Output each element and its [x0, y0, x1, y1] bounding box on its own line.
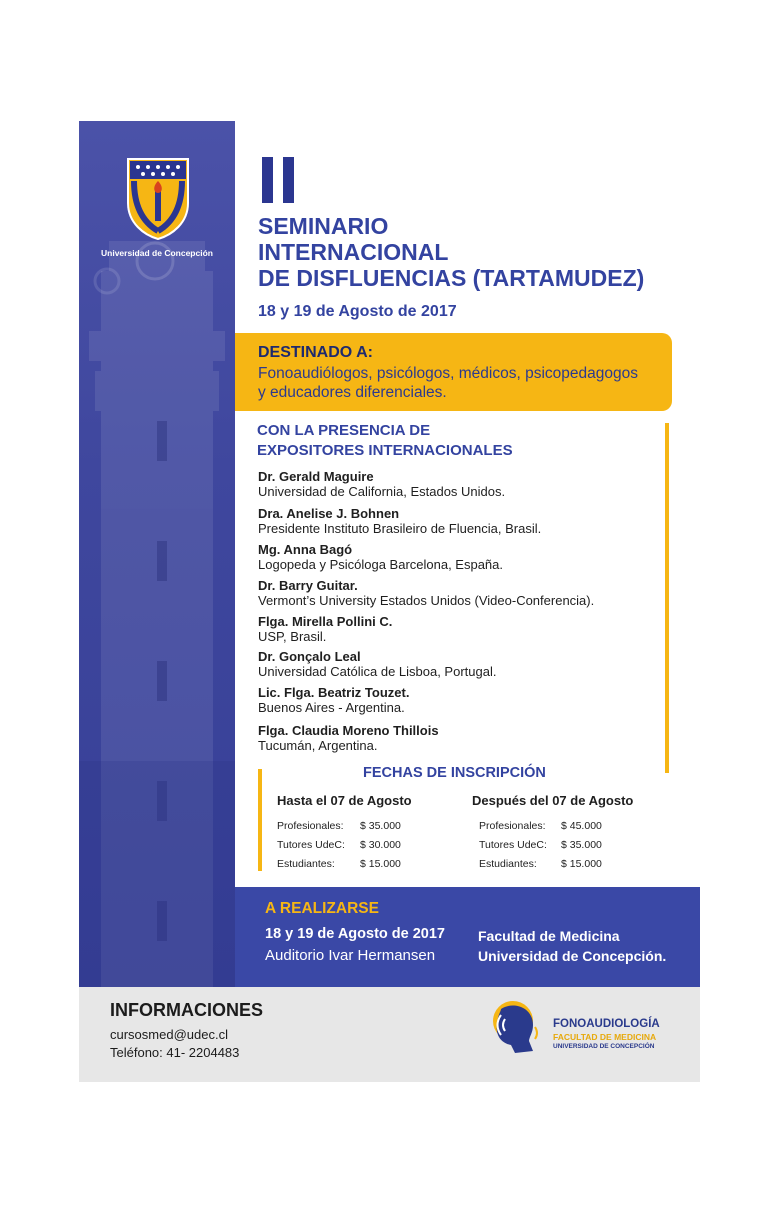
speaker-item	[258, 649, 658, 679]
speaker-item	[258, 723, 658, 753]
venue-band	[235, 887, 700, 987]
price-column-heading: Hasta el 07 de Agosto	[277, 793, 412, 808]
fono-logo-subtitle: FACULTAD DE MEDICINA	[553, 1032, 657, 1042]
speaker-affiliation: USP, Brasil.	[258, 629, 327, 644]
price-label: Profesionales:	[277, 820, 344, 832]
sidebar	[79, 121, 235, 987]
edition-numeral	[262, 157, 294, 203]
speaker-affiliation: Tucumán, Argentina.	[258, 738, 378, 753]
contact-heading: INFORMACIONES	[110, 1000, 263, 1020]
university-crest-icon	[124, 157, 192, 241]
speaker-affiliation: Vermont’s University Estados Unidos (Video-Conferencia).	[258, 593, 595, 608]
seminar-date: 18 y 19 de Agosto de 2017	[258, 303, 457, 320]
contact-phone: Teléfono: 41- 2204483	[110, 1045, 240, 1060]
university-name: Universidad de Concepción	[101, 248, 213, 258]
speaker-item	[258, 578, 658, 608]
price-value: $ 45.000	[561, 820, 602, 832]
speaker-item	[258, 506, 658, 536]
speaker-affiliation: Buenos Aires - Argentina.	[258, 700, 405, 715]
speaker-name: Dr. Gonçalo Leal	[258, 649, 361, 664]
speaker-name: Dr. Barry Guitar.	[258, 578, 358, 593]
speaker-item	[258, 542, 658, 572]
speaker-name: Dr. Gerald Maguire	[258, 469, 374, 484]
price-label: Estudiantes:	[479, 858, 537, 870]
price-label: Estudiantes:	[277, 858, 335, 870]
venue-faculty: Facultad de Medicina Universidad de Concepción.	[478, 928, 667, 964]
accent-bar	[258, 769, 262, 871]
fono-logo-university: UNIVERSIDAD DE CONCEPCIÓN	[553, 1043, 655, 1050]
audience-box	[235, 333, 672, 411]
speaker-name: Flga. Mirella Pollini C.	[258, 614, 393, 629]
speaker-affiliation: Universidad Católica de Lisboa, Portugal.	[258, 664, 497, 679]
audience-heading: DESTINADO A:	[258, 344, 373, 361]
speaker-item	[258, 685, 658, 715]
footer	[79, 987, 700, 1082]
speaker-affiliation: Logopeda y Psicóloga Barcelona, España.	[258, 557, 504, 572]
fono-logo-title: FONOAUDIOLOGÍA	[553, 1018, 660, 1030]
speaker-item	[258, 469, 658, 499]
price-value: $ 35.000	[561, 839, 602, 851]
speaker-name: Flga. Claudia Moreno Thillois	[258, 723, 439, 738]
seminar-title: SEMINARIO INTERNACIONAL DE DISFLUENCIAS (TARTAMUDEZ)	[258, 213, 645, 291]
price-column-heading: Después del 07 de Agosto	[472, 793, 634, 808]
price-value: $ 30.000	[360, 839, 401, 851]
speaker-item	[258, 614, 658, 644]
price-label: Tutores UdeC:	[277, 839, 345, 851]
speakers-heading: CON LA PRESENCIA DE EXPOSITORES INTERNACIONALES	[257, 422, 513, 459]
speaker-name: Mg. Anna Bagó	[258, 542, 353, 557]
fonoaudiologia-head-icon	[479, 997, 549, 1057]
speaker-name: Lic. Flga. Beatriz Touzet.	[258, 685, 410, 700]
audience-description: Fonoaudiólogos, psicólogos, médicos, psicopedagogos y educadores diferenciales.	[258, 365, 638, 401]
price-value: $ 15.000	[561, 858, 602, 870]
poster	[79, 121, 700, 1082]
price-value: $ 15.000	[360, 858, 401, 870]
registration-heading: FECHAS DE INSCRIPCIÓN	[363, 765, 546, 781]
speaker-name: Dra. Anelise J. Bohnen	[258, 506, 400, 521]
speaker-affiliation: Presidente Instituto Brasileiro de Fluencia, Brasil.	[258, 521, 542, 536]
venue-date: 18 y 19 de Agosto de 2017	[265, 926, 445, 942]
venue-heading: A REALIZARSE	[265, 900, 379, 917]
price-label: Tutores UdeC:	[479, 839, 547, 851]
accent-bar	[665, 423, 669, 773]
speaker-affiliation: Universidad de California, Estados Unidos.	[258, 484, 506, 499]
venue-place: Auditorio Ivar Hermansen	[265, 947, 436, 964]
contact-email[interactable]: cursosmed@udec.cl	[110, 1027, 228, 1042]
price-value: $ 35.000	[360, 820, 401, 832]
price-label: Profesionales:	[479, 820, 546, 832]
